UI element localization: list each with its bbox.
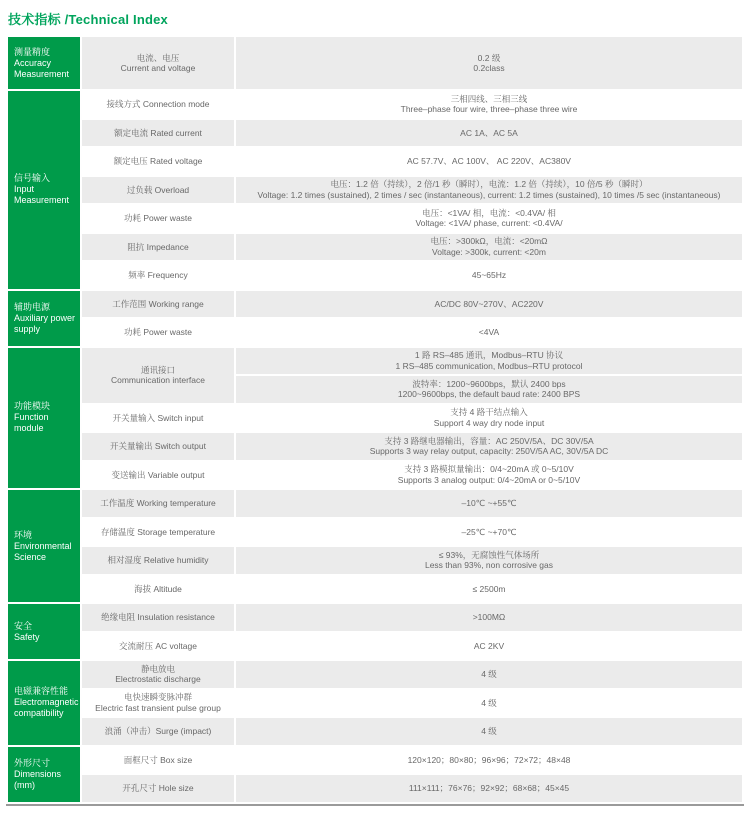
param-label-zh: 静电放电 [140,663,175,674]
table-row [8,633,742,660]
param-cell: 海拔 Altitude [82,576,234,603]
value-en: 1200~9600bps, the default baud rate: 2400 BPS [397,389,581,400]
value-cell: –10℃ ~+55℃ [236,490,742,517]
value-en: 1 RS–485 communication, Modbus–RTU protocol [395,360,583,371]
value-cell [236,177,742,204]
category-cell [8,91,80,289]
value-cell [236,91,742,118]
table-row [8,661,742,688]
value-en: Voltage: 1.2 times (sustained), 2 times / sec (instantaneous), current: 1.2 times (sustained), 10 times /5 sec (instantaneous) [257,189,721,200]
category-cell [8,490,80,602]
value-cell: 45~65Hz [236,262,742,289]
category-zh: 信号输入 [14,173,51,184]
table-row [8,319,742,346]
param-cell: 相对湿度 Relative humidity [82,547,234,574]
value-cell [236,37,742,89]
param-cell: 接线方式 Connection mode [82,91,234,118]
category-en: Electromagnetic compatibility [14,697,79,719]
table-row [8,262,742,289]
param-label-zh: 电快速瞬变脉冲群 [123,692,192,703]
value-cell: 4 级 [236,661,742,688]
value-en: Voltage: <1VA/ phase, current: <0.4VA/ [415,218,563,229]
value-zh: ≤ 93%，无腐蚀性气体场所 [438,549,540,560]
param-cell: 频率 Frequency [82,262,234,289]
param-cell: 额定电流 Rated current [82,120,234,147]
value-cell: 4 级 [236,690,742,717]
category-cell [8,604,80,659]
value-cell: 111×111；76×76；92×92；68×68；45×45 [236,775,742,802]
category-zh: 安全 [14,620,33,631]
table-row [8,433,742,460]
value-cell: 120×120；80×80；96×96；72×72；48×48 [236,747,742,774]
param-cell: 变送输出 Variable output [82,462,234,489]
value-cell [236,547,742,574]
value-cell [236,234,742,261]
table-row [8,91,742,118]
param-cell: 工作范围 Working range [82,291,234,318]
spec-table [6,35,744,804]
category-en: Function module [14,412,49,434]
category-en: Input Measurement [14,184,70,206]
param-cell: 面框尺寸 Box size [82,747,234,774]
value-zh: 电压：1.2 倍（持续），2 倍/1 秒（瞬时），电流：1.2 倍（持续），10 倍/5 秒（瞬时） [330,179,648,190]
category-zh: 电磁兼容性能 [14,686,69,697]
value-cell: 4 级 [236,718,742,745]
table-row [8,405,742,432]
table-row [8,547,742,574]
param-cell: 阻抗 Impedance [82,234,234,261]
value-en: 0.2class [473,63,505,73]
param-cell: 功耗 Power waste [82,319,234,346]
table-row [8,291,742,318]
param-cell: 开关量输出 Switch output [82,433,234,460]
param-label-en: Current and voltage [120,63,196,73]
param-cell [82,37,234,89]
value-cell [236,205,742,232]
spec-table-container [6,35,744,806]
param-cell: 工作温度 Working temperature [82,490,234,517]
category-en: Auxiliary power supply [14,312,76,334]
value-zh: 1 路 RS–485 通讯，Modbus–RTU 协议 [414,350,564,361]
table-row [8,120,742,147]
value-cell: >100MΩ [236,604,742,631]
param-cell: 开孔尺寸 Hole size [82,775,234,802]
table-row [8,234,742,261]
param-cell: 额定电压 Rated voltage [82,148,234,175]
table-row [8,604,742,631]
table-row [8,37,742,89]
table-row [8,519,742,546]
value-cell: AC 1A、AC 5A [236,120,742,147]
param-label-zh: 通讯接口 [140,364,175,375]
value-cell [236,376,742,403]
category-en: Safety [14,631,40,642]
param-cell [82,348,234,403]
param-cell [82,661,234,688]
category-zh: 测量精度 [14,46,51,57]
table-row [8,775,742,802]
table-row [8,690,742,717]
category-cell [8,348,80,489]
value-cell: AC 2KV [236,633,742,660]
value-cell [236,433,742,460]
param-cell: 存储温度 Storage temperature [82,519,234,546]
category-zh: 辅助电源 [14,301,51,312]
value-cell: <4VA [236,319,742,346]
param-label-en: Communication interface [110,375,205,385]
table-row [8,177,742,204]
param-cell: 浪涌（冲击）Surge (impact) [82,718,234,745]
value-zh: 电压：>300kΩ，电流：<20mΩ [430,236,548,247]
table-row [8,718,742,745]
param-label-en: Electrostatic discharge [115,674,201,685]
value-en: Less than 93%, non corrosive gas [424,560,554,571]
table-row [8,348,742,375]
category-cell [8,661,80,745]
category-zh: 外形尺寸 [14,757,51,768]
value-zh: 波特率：1200~9600bps，默认 2400 bps [412,378,566,389]
value-cell [236,348,742,375]
value-zh: 0.2 级 [477,52,501,63]
param-cell: 开关量输入 Switch input [82,405,234,432]
table-row [8,462,742,489]
value-en: Voltage: >300k, current: <20m [432,246,546,257]
value-en: Supports 3 way relay output, capacity: 250V/5A AC, 30V/5A DC [369,446,609,457]
category-cell [8,291,80,346]
table-row [8,205,742,232]
value-en: Supports 3 analog output: 0/4~20mA or 0~5/10V [397,474,581,485]
param-label-en: Electric fast transient pulse group [95,702,221,713]
category-en: Dimensions (mm) [14,768,62,790]
param-cell: 交流耐压 AC voltage [82,633,234,660]
param-cell: 绝缘电阻 Insulation resistance [82,604,234,631]
value-zh: 支持 3 路模拟量输出：0/4~20mA 或 0~5/10V [404,464,574,475]
value-zh: 电压：<1VA/ 相，电流：<0.4VA/ 相 [422,207,556,218]
value-cell: AC 57.7V、AC 100V、 AC 220V、AC380V [236,148,742,175]
param-cell: 功耗 Power waste [82,205,234,232]
table-row [8,490,742,517]
page-title: 技术指标 /Technical Index [8,12,168,27]
category-en: Environmental Science [14,540,72,562]
category-cell [8,37,80,89]
value-cell: ≤ 2500m [236,576,742,603]
category-cell [8,747,80,802]
table-row [8,576,742,603]
value-cell: –25℃ ~+70℃ [236,519,742,546]
value-zh: 支持 4 路干结点输入 [450,407,528,418]
value-cell [236,405,742,432]
category-zh: 功能模块 [14,401,51,412]
param-cell [82,690,234,717]
value-cell [236,462,742,489]
param-cell: 过负载 Overload [82,177,234,204]
category-en: Accuracy Measurement [14,57,70,79]
param-label-zh: 电流、电压 [136,52,180,63]
value-cell: AC/DC 80V~270V、AC220V [236,291,742,318]
value-zh: 支持 3 路继电器输出，容量：AC 250V/5A、DC 30V/5A [384,435,594,446]
value-zh: 三相四线、三相三线 [450,93,528,104]
table-row [8,148,742,175]
value-en: Three–phase four wire, three–phase three wire [400,104,578,115]
category-zh: 环境 [14,529,33,540]
table-row [8,747,742,774]
value-en: Support 4 way dry node input [433,417,545,428]
